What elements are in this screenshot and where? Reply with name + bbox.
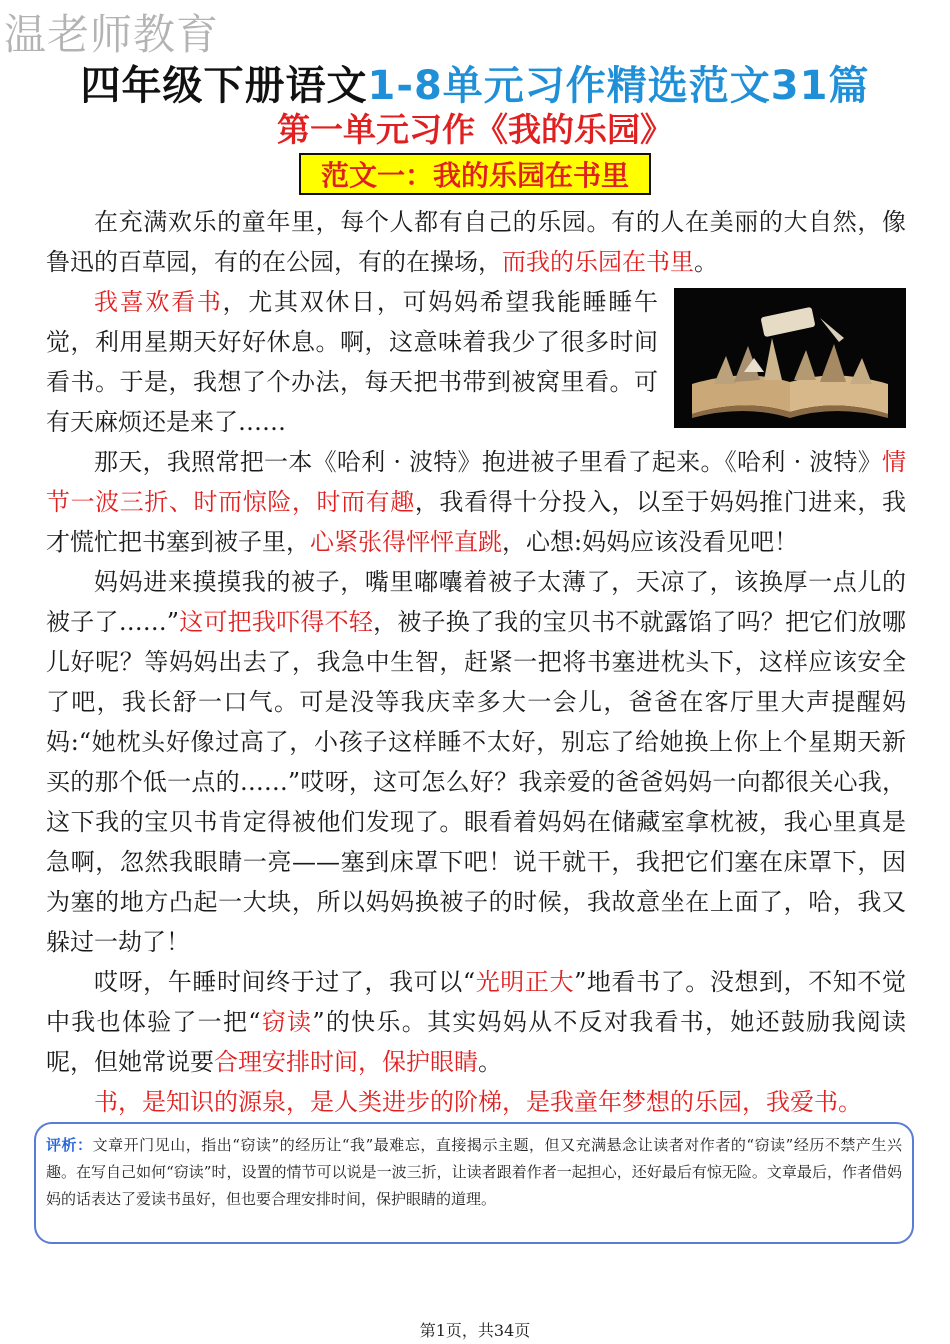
- p5-text-3: ”的快乐。其实妈妈从不反对我看书，她还鼓励我阅读呢，但她常说要: [46, 1008, 906, 1076]
- open-book-image: [674, 288, 906, 428]
- page-number: 第1页，共34页: [419, 1321, 531, 1340]
- review-text: 文章开门见山，指出“窃读”的经历让“我”最难忘，直接揭示主题，但又充满悬念让读者对作者的“窃读”经历不禁产生兴趣。在写自己如何“窃读”时，设置的情节可以说是一波三折，让读者跟着作者一起担心，还好最后有惊无险。文章最后，作者借妈妈的话表达了爱读书虽好，但也要合理安排时间，保护眼睛的道理。: [46, 1136, 902, 1208]
- p5-text-1: 哎呀，午睡时间终于过了，我可以“: [94, 968, 476, 996]
- watermark: 温老师教育: [4, 10, 220, 59]
- p3-highlight-2: 心紧张得怦怦直跳: [310, 528, 502, 556]
- p1-highlight: 而我的乐园在书里: [502, 248, 694, 276]
- unit-subtitle: 第一单元习作《我的乐园》: [277, 110, 673, 149]
- p5-text-2: ”地看书了。没想到，不知不觉中我也体验了一把“: [46, 968, 906, 1036]
- review-box: [34, 1122, 914, 1244]
- p3-text-2: ，我看得十分投入，以至于妈妈推门进来，我才慌忙把书塞到被子里，: [46, 488, 907, 556]
- title-part-1: 四年级下册语文: [80, 63, 368, 109]
- paragraph-5: [46, 962, 906, 1082]
- p1-end: 。: [694, 248, 718, 276]
- p4-text-1: 妈妈进来摸摸我的被子，嘴里嘟囔着被子太薄了，天凉了，该换厚一点儿的被子了……”: [46, 568, 906, 636]
- review-label: 评析：: [46, 1136, 93, 1154]
- title-part-2: 1-8单元习作精选范文31篇: [367, 63, 870, 109]
- essay-title-banner: 范文一：我的乐园在书里: [299, 153, 651, 195]
- p5-highlight-1: 光明正大: [475, 968, 575, 996]
- p3-text-3: ，心想:妈妈应该没看见吧！: [502, 528, 799, 556]
- paragraph-1: [46, 202, 906, 282]
- p1-text: 在充满欢乐的童年里，每个人都有自己的乐园。有的人在美丽的大自然，像鲁迅的百草园，有的在公园，有的在操场，: [46, 208, 906, 276]
- paragraph-4: [46, 562, 906, 962]
- p3-text-1: 那天，我照常把一本《哈利 · 波特》抱进被子里看了起来。《哈利 · 波特》: [94, 448, 882, 476]
- paragraph-3: [46, 442, 906, 562]
- paragraph-6: 书，是知识的源泉，是人类进步的阶梯，是我童年梦想的乐园，我爱书。: [94, 1088, 862, 1116]
- p2-highlight: 我喜欢看书: [94, 288, 223, 316]
- p4-text-2: ，被子换了我的宝贝书不就露馅了吗？把它们放哪儿好呢？等妈妈出去了，我急中生智，赶紧一把将书塞进枕头下，这样应该安全了吧，我长舒一口气。可是没等我庆幸多大一会儿，爸爸在客厅里大声提醒妈妈:“她枕头好像过高了，小孩子这样睡不太好，别忘了给她换上你上个星期天新买的那个低一点的……”哎呀，这可怎么好？我亲爱的爸爸妈妈一向都很关心我，这下我的宝贝书肯定得被他们发现了。眼看着妈妈在储藏室拿枕被，我心里真是急啊，忽然我眼睛一亮——塞到床罩下吧！说干就干，我把它们塞在床罩下，因为塞的地方凸起一大块，所以妈妈换被子的时候，我故意坐在上面了，哈，我又躲过一劫了！: [46, 608, 907, 956]
- essay-body: [46, 202, 906, 1122]
- document-title: [0, 54, 950, 111]
- book-illustration: [674, 288, 906, 428]
- p5-end: 。: [478, 1048, 502, 1076]
- p2-text: ，尤其双休日，可妈妈希望我能睡睡午觉，利用星期天好好休息。啊，这意味着我少了很多时间看书。于是，我想了个办法，每天把书带到被窝里看。可有天麻烦还是来了……: [46, 288, 659, 436]
- p4-highlight: 这可把我吓得不轻: [178, 608, 374, 636]
- p3-highlight-1: 情节一波三折、时而惊险，时而有趣: [46, 448, 906, 516]
- p5-highlight-3: 合理安排时间，保护眼睛: [214, 1048, 478, 1076]
- p5-highlight-2: 窃读: [260, 1008, 313, 1036]
